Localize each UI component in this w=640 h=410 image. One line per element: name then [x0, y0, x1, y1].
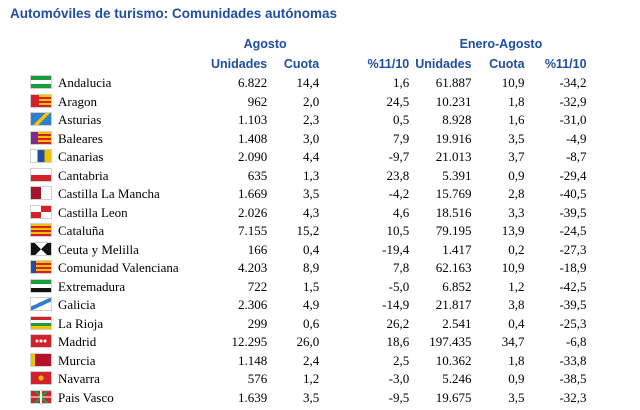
table-row	[30, 204, 590, 223]
col-header-ytd-share: Cuota	[489, 57, 525, 71]
cell-aug-units: 6.822	[238, 75, 268, 91]
cell-ytd-change: -27,3	[559, 241, 587, 257]
cell-ytd-share: 10,9	[501, 260, 525, 276]
cell-aug-share: 1,2	[303, 371, 320, 387]
flag-baleares-icon	[30, 131, 52, 145]
cell-aug-share: 15,2	[296, 223, 320, 239]
flag-pais-vasco-icon	[30, 390, 52, 404]
cell-aug-share: 0,6	[303, 315, 320, 331]
flag-aragon-icon	[30, 94, 52, 108]
cell-ytd-change: -32,3	[559, 389, 587, 405]
cell-aug-change: 24,5	[386, 93, 410, 109]
flag-cataluna-icon	[30, 223, 52, 237]
cell-aug-change: 23,8	[386, 167, 410, 183]
cell-aug-change: 2,5	[393, 352, 410, 368]
flag-castilla-la-mancha-icon	[30, 186, 52, 200]
region-name: Castilla Leon	[58, 204, 128, 220]
cell-aug-units: 2.026	[238, 204, 268, 220]
cell-ytd-share: 0,2	[508, 241, 525, 257]
region-cell	[30, 333, 208, 352]
page-title: Automóviles de turismo: Comunidades autónomas	[10, 6, 338, 21]
cell-ytd-units: 6.852	[442, 278, 472, 294]
cell-aug-units: 722	[247, 278, 268, 294]
region-cell	[30, 204, 208, 223]
table-row	[30, 296, 590, 315]
table-row	[30, 74, 590, 93]
region-name: Ceuta y Melilla	[58, 241, 139, 257]
table-row	[30, 259, 590, 278]
region-name: Navarra	[58, 371, 100, 387]
region-name: Pais Vasco	[58, 389, 114, 405]
cell-ytd-units: 62.163	[435, 260, 472, 276]
region-name: Castilla La Mancha	[58, 186, 160, 202]
cell-aug-change: 1,6	[393, 75, 410, 91]
col-header-aug-share: Cuota	[283, 57, 320, 71]
cell-ytd-change: -24,5	[559, 223, 587, 239]
cell-aug-change: 26,2	[386, 315, 410, 331]
cell-aug-share: 0,4	[303, 241, 320, 257]
cell-aug-change: -14,9	[382, 297, 410, 313]
region-name: La Rioja	[58, 315, 104, 331]
flag-ceuta-melilla-icon	[30, 242, 52, 256]
region-cell	[30, 352, 208, 371]
region-cell	[30, 370, 208, 389]
cell-ytd-share: 3,7	[508, 149, 525, 165]
cell-aug-units: 1.639	[238, 389, 268, 405]
cell-aug-share: 26,0	[296, 334, 320, 350]
flag-la-rioja-icon	[30, 316, 52, 330]
cell-ytd-share: 1,8	[508, 352, 525, 368]
flag-murcia-icon	[30, 353, 52, 367]
cell-aug-change: 7,9	[393, 130, 410, 146]
cell-ytd-units: 5.246	[442, 371, 472, 387]
group-header-jan-aug: Enero-Agosto	[459, 37, 543, 51]
cell-ytd-share: 1,6	[508, 112, 525, 128]
cell-ytd-change: -39,5	[559, 297, 587, 313]
cell-aug-units: 1.408	[238, 130, 268, 146]
cell-ytd-change: -6,8	[565, 334, 587, 350]
col-header-aug-units: Unidades	[211, 57, 268, 71]
region-name: Cataluña	[58, 223, 105, 239]
cell-aug-units: 299	[247, 315, 268, 331]
region-cell	[30, 93, 208, 112]
cell-ytd-change: -31,0	[559, 112, 587, 128]
flag-andalucia-icon	[30, 75, 52, 89]
region-cell	[30, 315, 208, 334]
cell-aug-change: 7,8	[393, 260, 410, 276]
table-row	[30, 148, 590, 167]
table-row	[30, 370, 590, 389]
cell-aug-units: 962	[247, 93, 268, 109]
cell-aug-share: 8,9	[303, 260, 320, 276]
flag-valencia-icon	[30, 260, 52, 274]
cell-aug-change: 0,5	[393, 112, 410, 128]
cell-ytd-share: 10,9	[501, 75, 525, 91]
table-row	[30, 315, 590, 334]
cell-aug-share: 2,3	[303, 112, 320, 128]
cell-aug-units: 12.295	[231, 334, 268, 350]
cell-aug-units: 1.103	[238, 112, 268, 128]
cell-aug-share: 4,9	[303, 297, 320, 313]
cell-ytd-change: -33,8	[559, 352, 587, 368]
cell-ytd-share: 13,9	[501, 223, 525, 239]
cell-ytd-share: 2,8	[508, 186, 525, 202]
cell-aug-share: 2,4	[303, 352, 320, 368]
cell-ytd-change: -40,5	[559, 186, 587, 202]
cell-aug-share: 2,0	[303, 93, 320, 109]
cell-aug-units: 1.148	[238, 352, 268, 368]
region-name: Andalucia	[58, 75, 112, 91]
table-row	[30, 389, 590, 408]
cell-aug-change: 10,5	[386, 223, 410, 239]
flag-extremadura-icon	[30, 279, 52, 293]
cell-ytd-share: 0,9	[508, 167, 525, 183]
group-header-august: Agosto	[243, 37, 287, 51]
cell-aug-change: -19,4	[382, 241, 410, 257]
flag-canarias-icon	[30, 149, 52, 163]
cell-aug-share: 1,3	[303, 167, 320, 183]
table-row	[30, 278, 590, 297]
cell-aug-change: -4,2	[388, 186, 410, 202]
region-cell	[30, 296, 208, 315]
region-cell	[30, 259, 208, 278]
cell-aug-change: 4,6	[393, 204, 410, 220]
cell-ytd-share: 34,7	[501, 334, 525, 350]
cell-aug-units: 635	[247, 167, 268, 183]
cell-ytd-change: -4,9	[565, 130, 587, 146]
flag-madrid-icon	[30, 334, 52, 348]
cell-ytd-share: 0,9	[508, 371, 525, 387]
region-name: Aragon	[58, 93, 97, 109]
region-name: Galicia	[58, 297, 96, 313]
cell-aug-units: 1.669	[238, 186, 268, 202]
region-cell	[30, 222, 208, 241]
cell-aug-change: -3,0	[388, 371, 410, 387]
region-name: Cantabria	[58, 167, 109, 183]
cell-ytd-units: 2.541	[442, 315, 472, 331]
cell-aug-share: 1,5	[303, 278, 320, 294]
region-cell	[30, 389, 208, 408]
cell-aug-units: 7.155	[238, 223, 268, 239]
flag-castilla-leon-icon	[30, 205, 52, 219]
col-header-aug-change: %11/10	[367, 57, 410, 71]
cell-ytd-change: -29,4	[559, 167, 587, 183]
flag-asturias-icon	[30, 112, 52, 126]
col-header-ytd-change: %11/10	[544, 57, 587, 71]
cell-ytd-units: 15.769	[435, 186, 472, 202]
cell-ytd-units: 1.417	[442, 241, 472, 257]
table-row	[30, 352, 590, 371]
table-row	[30, 185, 590, 204]
region-name: Canarias	[58, 149, 104, 165]
table-row	[30, 333, 590, 352]
cell-aug-share: 3,5	[303, 186, 320, 202]
cell-ytd-change: -38,5	[559, 371, 587, 387]
region-cell	[30, 185, 208, 204]
region-cell	[30, 130, 208, 149]
table-row	[30, 130, 590, 149]
column-header-row	[30, 54, 590, 74]
cell-aug-change: 18,6	[386, 334, 410, 350]
flag-navarra-icon	[30, 371, 52, 385]
region-cell	[30, 148, 208, 167]
cell-ytd-units: 18.516	[435, 204, 472, 220]
cell-aug-share: 4,4	[303, 149, 320, 165]
region-cell	[30, 74, 208, 93]
cell-ytd-units: 21.817	[435, 297, 472, 313]
cell-ytd-change: -32,9	[559, 93, 587, 109]
cell-aug-share: 4,3	[303, 204, 320, 220]
cell-ytd-change: -39,5	[559, 204, 587, 220]
region-name: Madrid	[58, 334, 97, 350]
region-name: Extremadura	[58, 278, 126, 294]
cell-ytd-units: 19.916	[435, 130, 472, 146]
cell-ytd-units: 8.928	[442, 112, 472, 128]
cell-aug-units: 2.306	[238, 297, 268, 313]
cell-ytd-units: 10.362	[435, 352, 472, 368]
region-cell	[30, 241, 208, 260]
region-cell	[30, 278, 208, 297]
table-row	[30, 222, 590, 241]
region-cell	[30, 111, 208, 130]
flag-cantabria-icon	[30, 168, 52, 182]
region-cell	[30, 167, 208, 186]
cell-ytd-share: 3,8	[508, 297, 525, 313]
cell-ytd-change: -8,7	[565, 149, 587, 165]
cell-aug-change: -9,7	[388, 149, 410, 165]
region-name: Murcia	[58, 352, 96, 368]
cell-ytd-change: -34,2	[559, 75, 587, 91]
cell-aug-units: 2.090	[238, 149, 268, 165]
cell-ytd-units: 5.391	[442, 167, 472, 183]
region-name: Asturias	[58, 112, 102, 128]
cell-ytd-share: 1,8	[508, 93, 525, 109]
cell-ytd-units: 197.435	[429, 334, 472, 350]
cell-ytd-units: 79.195	[435, 223, 472, 239]
cell-ytd-units: 61.887	[435, 75, 472, 91]
cell-aug-units: 576	[247, 371, 268, 387]
cell-ytd-change: -42,5	[559, 278, 587, 294]
cell-aug-change: -9,5	[388, 389, 410, 405]
cell-ytd-share: 3,5	[508, 130, 525, 146]
cell-ytd-units: 21.013	[435, 149, 472, 165]
table-row	[30, 93, 590, 112]
registrations-table	[30, 34, 590, 407]
cell-ytd-units: 19.675	[435, 389, 472, 405]
cell-ytd-share: 3,3	[508, 204, 525, 220]
table-row	[30, 167, 590, 186]
col-header-ytd-units: Unidades	[415, 57, 472, 71]
table-row	[30, 111, 590, 130]
cell-aug-units: 4.203	[238, 260, 268, 276]
cell-aug-units: 166	[247, 241, 268, 257]
cell-ytd-change: -18,9	[559, 260, 587, 276]
cell-aug-share: 14,4	[296, 75, 320, 91]
cell-ytd-share: 0,4	[508, 315, 525, 331]
cell-aug-share: 3,5	[303, 389, 320, 405]
cell-aug-share: 3,0	[303, 130, 320, 146]
cell-ytd-change: -25,3	[559, 315, 587, 331]
group-header-row	[30, 34, 590, 54]
cell-ytd-share: 1,2	[508, 278, 525, 294]
cell-aug-change: -5,0	[388, 278, 410, 294]
cell-ytd-units: 10.231	[435, 93, 472, 109]
cell-ytd-share: 3,5	[508, 389, 525, 405]
table-row	[30, 241, 590, 260]
region-name: Baleares	[58, 130, 103, 146]
region-name: Comunidad Valenciana	[58, 260, 179, 276]
flag-galicia-icon	[30, 297, 52, 311]
